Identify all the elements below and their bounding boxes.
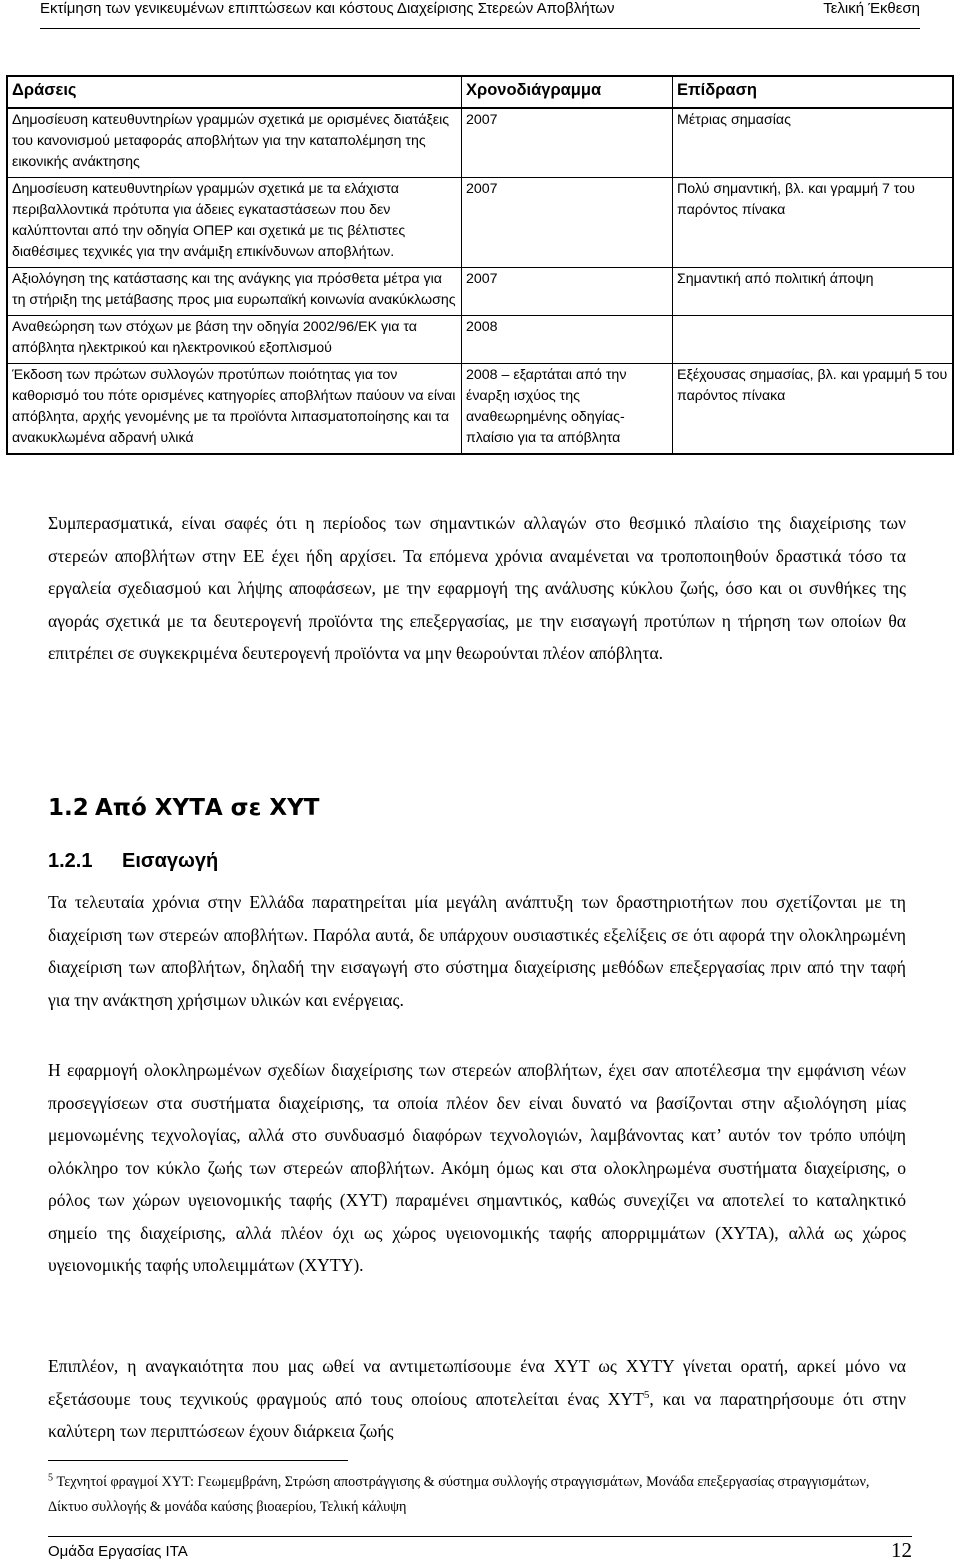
footnote-reference[interactable]: 5 <box>643 1388 650 1401</box>
footnote-separator <box>48 1460 348 1461</box>
page-footer <box>48 1536 912 1563</box>
page-number: 12 <box>891 1538 912 1562</box>
impact-cell: Εξέχουσας σημασίας, βλ. και γραμμή 5 του παρόντος πίνακα <box>677 367 948 404</box>
intro-paragraph: Τα τελευταία χρόνια στην Ελλάδα παρατηρείται μία μεγάλη ανάπτυξη των δραστηριοτήτων που σχετίζονται με τη διαχείριση των στερεών αποβλήτων. Παρόλα αυτά, δε υπάρχουν ουσιαστικές εξελίξεις σε ότι αφορά την ολοκληρωμένη διαχείριση των αποβλήτων, δηλαδή την εισαγωγή στο σύστημα διαχείρισης μεθόδων επεξεργασίας πριν από την ταφή για την ανάκτηση χρήσιμων υλικών και ενέργειας. <box>48 892 906 1010</box>
table-header-row <box>7 76 953 108</box>
section-title: Από ΧΥΤΑ σε ΧΥΤ <box>95 795 320 821</box>
section-number: 1.2 <box>48 795 89 821</box>
impact-cell: Σημαντική από πολιτική άποψη <box>677 271 874 287</box>
moreover-text-end: , και να παρατηρήσουμε ότι στην καλύτερη των περιπτώσεων έχουν διάρκεια ζωής <box>48 1388 907 1441</box>
impact-cell: Πολύ σημαντική, βλ. και γραμμή 7 του παρόντος πίνακα <box>677 181 915 218</box>
schedule-cell: 2007 <box>462 108 673 178</box>
subsection-title: Εισαγωγή <box>122 850 219 872</box>
application-paragraph: Η εφαρμογή ολοκληρωμένων σχεδίων διαχείρισης των στερεών αποβλήτων, έχει σαν αποτέλεσμα την εμφάνιση νέων προσεγγίσεων στα συστήματα διαχείρισης, τα οποία πλέον δεν είναι δυνατό να βασίζονται στην αξιολόγηση μίας μεμονωμένης τεχνολογίας, αλλά στο συνδυασμό διαφόρων τεχνολογιών, λαμβάνοντας κατ’ αυτόν τον τρόπο υπόψη ολόκληρο τον κύκλο ζωής των στερεών αποβλήτων. Ακόμη όμως και στα ολοκληρωμένα συστήματα διαχείρισης, ο ρόλος των χώρων υγειονομικής ταφής (ΧΥΤ) παραμένει σημαντικός, καθώς συνεχίζει να αποτελεί το καταληκτικό σημείο της διαχείρισης, αλλά πλέον όχι ως χώρος υγειονομικής ταφής απορριμμάτων (ΧΥΤΑ), αλλά ως χώρος υγειονομικής ταφής υπολειμμάτων (ΧΥΤΥ). <box>48 1060 906 1275</box>
actions-table <box>6 75 954 455</box>
schedule-cell: 2007 <box>462 268 673 316</box>
schedule-cell: 2008 – εξαρτάται από την έναρξη ισχύος της αναθεωρημένης οδηγίας-πλαίσιο για τα απόβλητα <box>462 364 673 455</box>
table-row <box>7 316 953 364</box>
table-row <box>7 108 953 178</box>
footnote-number: 5 <box>48 1472 53 1484</box>
conclusion-paragraph: Συμπερασματικά, είναι σαφές ότι η περίοδος των σημαντικών αλλαγών στο θεσμικό πλαίσιο της διαχείρισης των στερεών αποβλήτων στην ΕΕ έχει ήδη αρχίσει. Τα επόμενα χρόνια αναμένεται να τροποποιηθούν δραστικά τόσο τα εργαλεία σχεδιασμού και λήψης αποφάσεων, με την εφαρμογή της ανάλυσης κύκλου ζωής, όσο και οι συνθήκες της αγοράς σχετικά με τα δευτερογενή προϊόντα της επεξεργασίας, με την εισαγωγή προτύπων η τήρηση των οποίων θα επιτρέπει σε συγκεκριμένα δευτερογενή προϊόντα να μην θεωρούνται πλέον απόβλητα. <box>48 513 906 663</box>
footer-team: Ομάδα Εργασίας ΙΤΑ <box>48 1543 188 1560</box>
column-header-actions: Δράσεις <box>7 76 462 108</box>
subsection-heading <box>48 850 218 873</box>
running-header <box>40 0 920 29</box>
footnote <box>48 1470 906 1520</box>
schedule-cell: 2007 <box>462 178 673 268</box>
footnote-text: Τεχνητοί φραγμοί ΧΥΤ: Γεωμεμβράνη, Στρώση αποστράγγισης & σύστημα συλλογής στραγγισμάτων, Μονάδα επεξεργασίας στραγγισμάτων, Δίκτυο συλλογής & μονάδα καύσης βιοαερίου, Τελική κάλυψη <box>48 1474 870 1515</box>
subsection-number: 1.2.1 <box>48 850 93 872</box>
table-row <box>7 268 953 316</box>
header-title: Εκτίμηση των γενικευμένων επιπτώσεων και κόστους Διαχείρισης Στερεών Αποβλήτων <box>40 0 615 17</box>
action-cell: Αναθεώρηση των στόχων με βάση την οδηγία 2002/96/ΕΚ για τα απόβλητα ηλεκτρικού και ηλεκτρονικού εξοπλισμού <box>7 316 462 364</box>
table-row <box>7 364 953 455</box>
column-header-schedule: Χρονοδιάγραμμα <box>462 76 673 108</box>
action-cell: Δημοσίευση κατευθυντηρίων γραμμών σχετικά με τα ελάχιστα περιβαλλοντικά πρότυπα για άδειες εγκαταστάσεων που δεν καλύπτονται από την οδηγία ΟΠΕΡ και σχετικά με τις βέλτιστες διαθέσιμες τεχνικές για την ανάμιξη επικίνδυνων αποβλήτων. <box>7 178 462 268</box>
action-cell: Έκδοση των πρώτων συλλογών προτύπων ποιότητας για τον καθορισμό του πότε ορισμένες κατηγορίες αποβλήτων παύουν να είναι απόβλητα, αρχής γενομένης με τα προϊόντα λιπασματοποίησης και τα ανακυκλωμένα αδρανή υλικά <box>7 364 462 455</box>
action-cell: Δημοσίευση κατευθυντηρίων γραμμών σχετικά με ορισμένες διατάξεις του κανονισμού μεταφοράς αποβλήτων για την καταπολέμηση της εικονικής ανάκτησης <box>7 108 462 178</box>
moreover-text-start: Επιπλέον, η αναγκαιότητα που μας ωθεί να αντιμετωπίσουμε ένα ΧΥΤ ως ΧΥΤΥ γίνεται ορατή, αρκεί μόνο να εξετάσουμε τους τεχνικούς φραγμούς από τους οποίους αποτελείται ένας ΧΥΤ <box>48 1356 906 1409</box>
action-cell: Αξιολόγηση της κατάστασης και της ανάγκης για πρόσθετα μέτρα για τη στήριξη της μετάβασης προς μια ευρωπαϊκή κοινωνία ανακύκλωσης <box>7 268 462 316</box>
header-report-type: Τελική Έκθεση <box>823 0 920 17</box>
section-heading <box>48 795 320 821</box>
column-header-impact: Επίδραση <box>677 81 757 99</box>
table-row <box>7 178 953 268</box>
moreover-paragraph <box>48 1350 906 1448</box>
impact-cell <box>673 316 954 364</box>
schedule-cell: 2008 <box>462 316 673 364</box>
impact-cell: Μέτριας σημασίας <box>677 112 791 128</box>
